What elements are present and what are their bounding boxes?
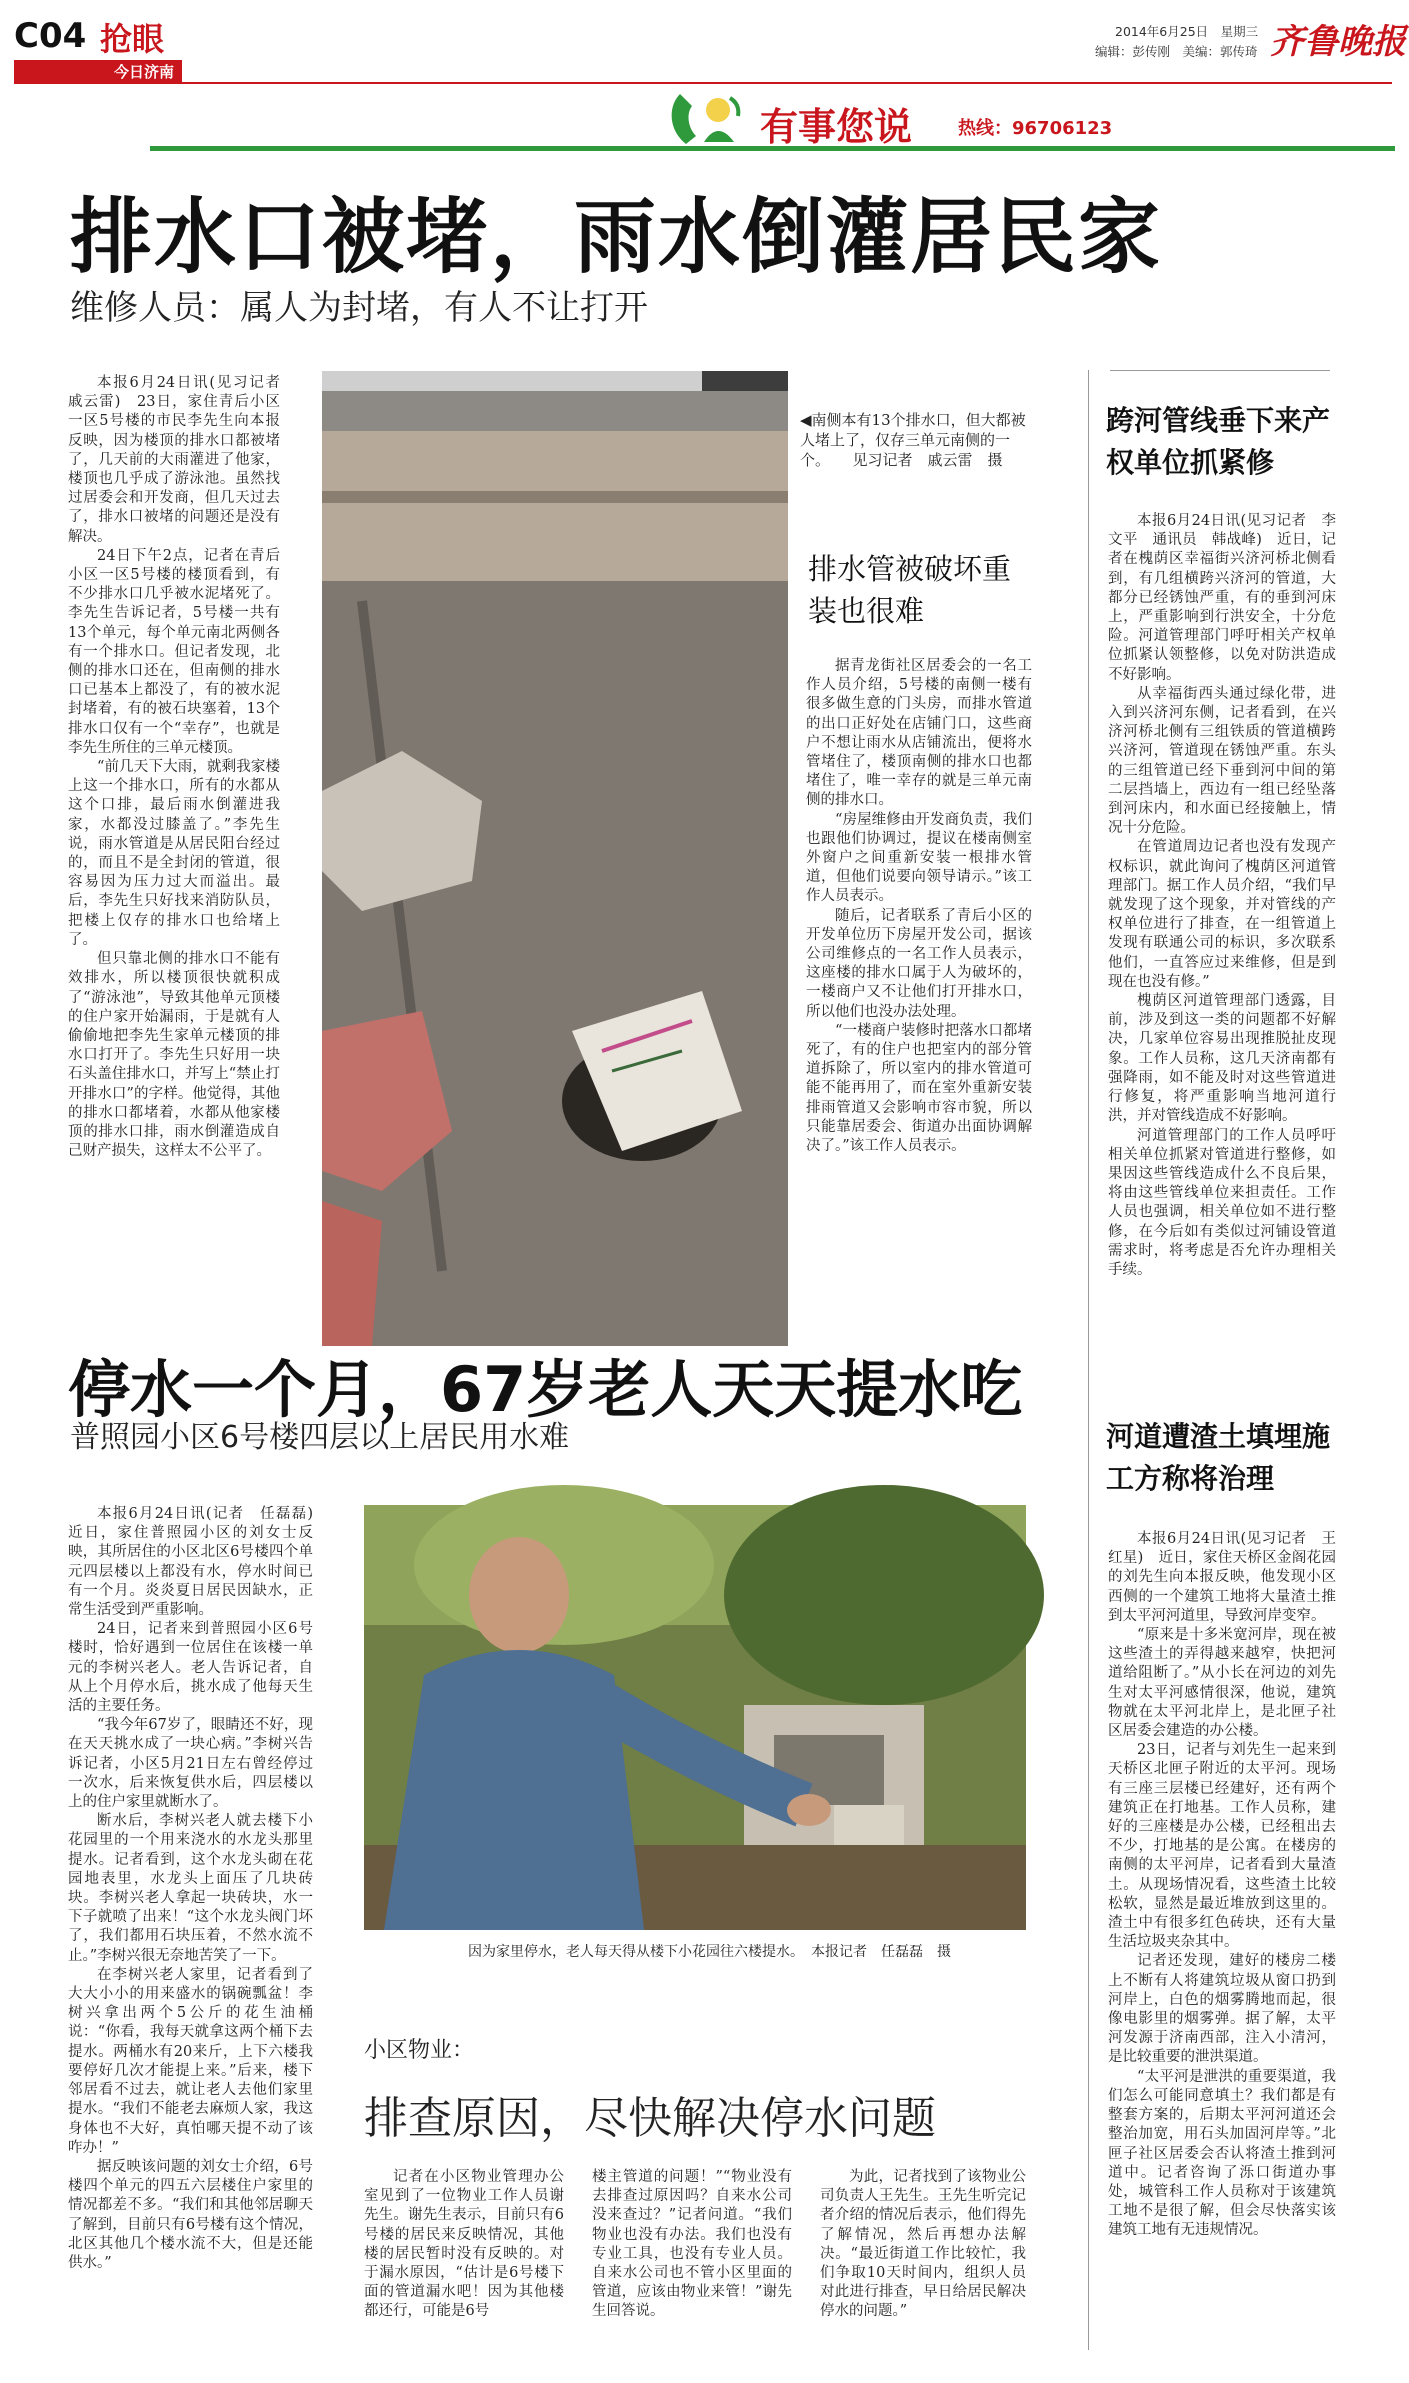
- paragraph: 23日，记者与刘先生一起来到天桥区北匣子附近的太平河。现场有三座三层楼已经建好，还有两个建筑正在打地基。工作人员称，建好的三座楼是办公楼，已经租出去不少，打地基的是公寓。在楼房的南侧的太平河岸，记者看到大量渣土。从现场情况看，这些渣土比较松软，显然是最近堆放到这里的。渣土中有很多红色砖块，还有大量生活垃圾夹杂其中。: [1108, 1742, 1336, 1951]
- paragraph: 但只靠北侧的排水口不能有效排水，所以楼顶很快就积成了“游泳池”，导致其他单元顶楼的住户家开始漏雨，于是就有人偷偷地把李先生家单元楼顶的排水口打开了。李先生只好用一块石头盖住排水口，并写上“禁止打开排水口”的字样。他觉得，其他的排水口都堵着，水都从他家楼顶的排水口排，雨水倒灌造成自己财产损失，这样太不公平了。: [68, 951, 280, 1160]
- column-name: 有事您说: [760, 105, 913, 149]
- article1-subhead: 维修人员：属人为封堵，有人不让打开: [70, 288, 648, 328]
- paragraph: “前几天下大雨，就剩我家楼上这一个排水口，所有的水都从这个口排，最后雨水倒灌进我家，水都没过膝盖了。”李先生说，雨水管道是从居民阳台经过的，而且不是全封闭的管道，很容易因为压力过大而溢出。最后，李先生只好找来消防队员，把楼上仅存的排水口也给堵上了。: [68, 759, 280, 948]
- side1-body: [1108, 512, 1336, 1372]
- article1-col3: [806, 657, 1032, 1347]
- article2-colB: [592, 2168, 792, 2343]
- paragraph: 本报6月24日讯(见习记者 李文平 通讯员 韩战峰) 近日，记者在槐荫区幸福街兴济河桥北侧看到，有几组横跨兴济河的管道，大都分已经锈蚀严重，有的垂到河床上，严重影响到行洪安全，十分危险。河道管理部门呼吁相关产权单位抓紧认领整修，以免对防洪造成不好影响。: [1108, 513, 1336, 683]
- phone-icon: [660, 84, 752, 154]
- hotline: 热线：96706123: [958, 118, 1113, 139]
- photo-rooftop-drain: [322, 371, 788, 1346]
- article2-colA: [364, 2168, 564, 2343]
- section-name: 抢眼: [100, 20, 165, 58]
- paragraph: 记者在小区物业管理办公室见到了一位物业工作人员谢先生。谢先生表示，目前只有6号楼的居民来反映情况，其他楼的居民暂时没有反映的。对于漏水原因，“估计是6号楼下面的管道漏水吧！因为其他楼都还行，可能是6号: [364, 2169, 564, 2320]
- paragraph: “太平河是泄洪的重要渠道，我们怎么可能同意填土？我们都是有整套方案的，后期太平河河道还会整治加宽，用石头加固河岸等。”北匣子社区居委会否认将渣土推到河道中。记者咨询了泺口街道办事处，城管科工作人员称对于该建筑工地不是很了解，但会尽快落实该建筑工地有无违规情况。: [1108, 2068, 1336, 2239]
- editors: 编辑：彭传刚 美编：郭传琦: [1095, 44, 1258, 59]
- paragraph: 楼主管道的问题！”“物业没有去排查过原因吗？自来水公司没来查过？”记者问道。“我们物业也没有办法。我们也没有专业工具，也没有专业人员。自来水公司也不管小区里面的管道，应该由物业来管！”谢先生回答说。: [592, 2169, 792, 2320]
- article2-col1: [68, 1505, 328, 2345]
- paragraph: 记者还发现，建好的楼房二楼上不断有人将建筑垃圾从窗口扔到河岸上，白色的烟雾腾地而起，很像电影里的烟雾弹。据了解，太平河发源于济南西部，注入小清河，是比较重要的泄洪渠道。: [1108, 1953, 1336, 2066]
- article2-headline: 停水一个月，67岁老人天天提水吃: [68, 1353, 1023, 1426]
- paragraph: “房屋维修由开发商负责，我们也跟他们协调过，提议在楼南侧室外窗户之间重新安装一根排水管道，但他们说要向领导请示。”该工作人员表示。: [806, 811, 1032, 905]
- paragraph: 本报6月24日讯(记者 任磊磊) 近日，家住普照园小区的刘女士反映，其所居住的小区北区6号楼四个单元四层楼以上都没有水，停水时间已有一个月。炎炎夏日居民因缺水，正常生活受到严重影响。: [68, 1506, 328, 1619]
- paragraph: 断水后，李树兴老人就去楼下小花园里的一个用来浇水的水龙头那里提水。记者看到，这个水龙头砌在花园地表里，水龙头上面压了几块砖块。李树兴老人拿起一块砖块，水一下子就喷了出来！“这个水龙头阀门坏了，我们都用石块压着，不然水流不止。”李树兴很无奈地苦笑了一下。: [68, 1813, 313, 1964]
- article2-kicker: 小区物业：: [364, 2038, 475, 2063]
- header-rule: [182, 82, 1392, 84]
- article1-col1: [68, 374, 295, 1354]
- photo-elderly-man-water-tap: [364, 1505, 1026, 1930]
- issue-date: 2014年6月25日 星期三: [1115, 24, 1259, 39]
- paragraph: 河道管理部门的工作人员呼吁相关单位抓紧对管道进行整修，如果因这些管线造成什么不良后果，将由这些管线单位来担责任。工作人员也强调，相关单位如不进行整修，在今后如有类似过河铺设管道需求时，将考虑是否允许办理相关手续。: [1108, 1127, 1336, 1278]
- paragraph: 为此，记者找到了该物业公司负责人王先生。王先生听完记者介绍的情况后表示，他们得先了解情况，然后再想办法解决。“最近街道工作比较忙，我们争取10天时间内，组织人员对此进行排查，早日给居民解决停水的问题。”: [820, 2169, 1026, 2320]
- side1-top-rule: [1110, 370, 1330, 371]
- side-column-divider: [1088, 370, 1089, 2350]
- paragraph: 本报6月24日讯(见习记者 王红星) 近日，家住天桥区金阁花园的刘先生向本报反映，他发现小区西侧的一个建筑工地将大量渣土推到太平河河道里，导致河岸变窄。: [1108, 1531, 1336, 1624]
- article1-subhead2: 排水管被破坏重装也很难: [808, 552, 1012, 628]
- paragraph: 据反映该问题的刘女士介绍，6号楼四个单元的四五六层楼住户家里的情况都差不多。“我们和其他邻居聊天了解到，目前只有6号楼有这个情况，北区其他几个楼水流不大，但是还能供水。”: [68, 2158, 313, 2271]
- article1-photo-caption: ◀南侧本有13个排水口，但大都被人堵上了，仅存三单元南侧的一个。 见习记者 戚云雷 摄: [800, 411, 1026, 469]
- newspaper-logo: 齐鲁晚报: [1270, 22, 1406, 62]
- article2-colC: [820, 2168, 1026, 2343]
- paragraph: 24日，记者来到普照园小区6号楼时，恰好遇到一位居住在该楼一单元的李树兴老人。老人告诉记者，自从上个月停水后，挑水成了他每天生活的主要任务。: [68, 1621, 313, 1715]
- paragraph: “一楼商户装修时把落水口都堵死了，有的住户也把室内的部分管道拆除了，所以室内的排水管道可能不能再用了，而在室外重新安装排雨管道又会影响市容市貌，所以只能靠居委会、街道办出面协调解决了。”该工作人员表示。: [806, 1022, 1032, 1155]
- paragraph: 在管道周边记者也没有发现产权标识，就此询问了槐荫区河道管理部门。据工作人员介绍，“我们早就发现了这个现象，并对管线的产权单位进行了排查，在一组管道上发现有联通公司的标识，多次联系他们，一直答应过来维修，但是到现在也没有修。”: [1108, 839, 1336, 990]
- article2-subhead: 普照园小区6号楼四层以上居民用水难: [70, 1420, 570, 1455]
- article2-sub-headline: 排查原因，尽快解决停水问题: [364, 2093, 936, 2144]
- page-code: C04: [14, 16, 87, 56]
- paragraph: 在李树兴老人家里，记者看到了大大小小的用来盛水的锅碗瓢盆！李树兴拿出两个5公斤的花生油桶说：“你看，我每天就拿这两个桶下去提水。两桶水有20来斤，上下六楼我要停好几次才能提上来。”后来，楼下邻居看不过去，就让老人去他们家里提水。“我们不能老去麻烦人家，我这身体也不大好，真怕哪天提不动了该咋办！”: [68, 1966, 313, 2156]
- paragraph: “原来是十多米宽河岸，现在被这些渣土的弄得越来越窄，快把河道给阻断了。”从小长在河边的刘先生对太平河感情很深，他说，建筑物就在太平河北岸上，是北匣子社区居委会建造的办公楼。: [1108, 1627, 1336, 1740]
- paragraph: 据青龙街社区居委会的一名工作人员介绍，5号楼的南侧一楼有很多做生意的门头房，而排水管道的出口正好处在店铺门口，这些商户不想让雨水从店铺流出，便将水管堵住了，楼顶南侧的排水口也都堵住了，唯一幸存的就是三单元南侧的排水口。: [806, 658, 1032, 809]
- side2-headline: 河道遭渣土填埋施工方称将治理: [1106, 1420, 1331, 1495]
- paragraph: 本报6月24日讯(见习记者 戚云雷) 23日，家住青后小区一区5号楼的市民李先生向本报反映，因为楼顶的排水口都被堵了，几天前的大雨灌进了他家，楼顶也几乎成了游泳池。虽然找过居委会和开发商，但几天过去了，排水口被堵的问题还是没有解决。: [68, 375, 295, 545]
- paragraph: 从幸福街西头通过绿化带，进入到兴济河东侧，记者看到，在兴济河桥北侧有三组铁质的管道横跨兴济河，管道现在锈蚀严重。东头的三组管道已经下垂到河中间的第二层挡墙上，西边有一组已经坠落到河床内，和水面已经接触上，情况十分危险。: [1108, 685, 1336, 837]
- side2-body: [1108, 1530, 1336, 2350]
- paragraph: 随后，记者联系了青后小区的开发单位历下房屋开发公司，据该公司维修点的一名工作人员表示，这座楼的排水口属于人为破坏的，一楼商户又不让他们打开排水口，所以他们也没办法处理。: [806, 907, 1032, 1020]
- paragraph: 槐荫区河道管理部门透露，目前，涉及到这一类的问题都不好解决，几家单位容易出现推脱扯皮现象。工作人员称，这几天济南都有强降雨，如不能及时对这些管道进行修复，将严重影响当地河道行洪，并对管线造成不好影响。: [1108, 993, 1336, 1125]
- subsection-bar: 今日济南: [14, 60, 182, 84]
- paragraph: 24日下午2点，记者在青后小区一区5号楼的楼顶看到，有不少排水口几乎被水泥堵死了。李先生告诉记者，5号楼一共有13个单元，每个单元南北两侧各有一个排水口。但记者发现，北侧的排水口还在，但南侧的排水口已基本上都没了，有的被水泥封堵着，有的被石块塞着，13个排水口仅有一个“幸存”，也就是李先生所住的三单元楼顶。: [68, 547, 280, 756]
- paragraph: “我今年67岁了，眼睛还不好，现在天天挑水成了一块心病。”李树兴告诉记者，小区5月21日左右曾经停过一次水，后来恢复供水后，四层楼以上的住户家里就断水了。: [68, 1717, 313, 1811]
- article2-photo-caption: 因为家里停水，老人每天得从楼下小花园往六楼提水。 本报记者 任磊磊 摄: [468, 1944, 951, 1960]
- side1-headline: 跨河管线垂下来产权单位抓紧修: [1106, 404, 1331, 479]
- article1-headline: 排水口被堵，雨水倒灌居民家: [70, 190, 1163, 285]
